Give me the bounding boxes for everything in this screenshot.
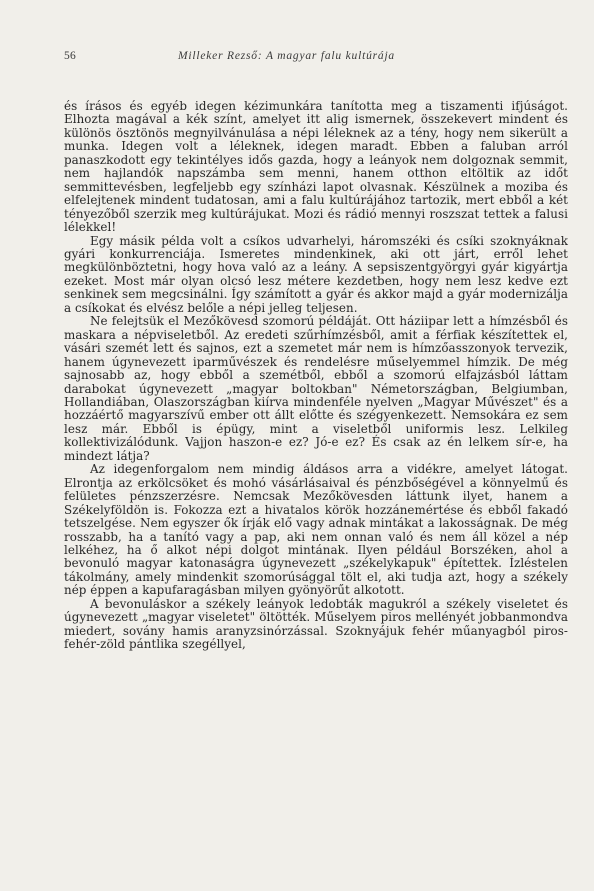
paragraph: és írásos és egyéb idegen kézimunkára tanította meg a tiszamenti ifjúságot. Elhozta magával a kék színt, amelyet itt alig ismernek, összekevert mindent és különös ösztönös megnyilvánulása a népi léleknek az a tény, hogy nem sikerült a munka. Idegen volt a léleknek, idegen maradt. Ebben a faluban arról panaszkodott egy tekintélyes idős gazda, hogy a leányok nem dolgoznak semmit, nem hajlandók napszámba sem menni, hanem otthon eltöltik az időt semmittevésben, legfeljebb egy színházi lapot olvasnak. Készülnek a moziba és elfelejtenek mindent tudatosan, ami a falu kultúrájához tartozik, mert ebből a két tényezőből szerzik meg kultúrájukat. Mozi és rádió mennyi roszszat tettek a falusi lélekkel! — [64, 99, 568, 235]
paragraph: A bevonuláskor a székely leányok ledobták magukról a székely viseletet és úgynevezett „magyar viseletet" öltötték. Műselyem piros mellényét jobbanmondva miedert, sovány hamis aranyzsinórzással. Szoknyájuk fehér műanyagból piros-fehér-zöld pántlika szegéllyel, — [64, 596, 568, 652]
page-header — [64, 50, 564, 62]
paragraph: Ne felejtsük el Mezőkövesd szomorú példáját. Ott háziipar lett a hímzésből és maskara a népviseletből. Az eredeti szűrhímzésből, amit a férfiak készítettek el, vásári szemét lett és sajnos, ezt a szemetet már nem is hímzőasszonyok tervezik, hanem úgynevezett iparművészek és rendelésre műselyemmel hímzik. De még sajnosabb az, hogy ebből a szemétből, ebből a szomorú elfajzásból láttam darabokat úgynevezett „magyar boltokban" Németországban, Belgiumban, Hollandiában, Olaszországban kiírva mindenféle nyelven „Magyar Művészet" és a hozzáértő magyarszívű ember ott állt előtte és szégyenkezett. Nemsokára ez sem lesz már. Ebből is épügy, mint a viseletből uniformis lesz. Lelkileg kollektivizálódunk. Vajjon haszon-e ez? Jó-e ez? És csak az én lelkem sír-e, ha mindezt látja? — [64, 314, 568, 463]
paragraph: Az idegenforgalom nem mindig áldásos arra a vidékre, amelyet látogat. Elrontja az erkölcsöket és mohó vásárlásaival és pénzbőségével a könnyelmű és felületes pénzszerzésre. Nemcsak Mezőkövesden láttunk ilyet, hanem a Székelyföldön is. Fokozza ezt a hivatalos körök hozzánemértése és ebből fakadó tetszelgése. Nem egyszer ők írják elő vagy adnak mintákat a lakosságnak. De még rosszabb, ha a tanító vagy a pap, aki nem onnan való és nem áll közel a nép lelkéhez, ha ő alkot népi dolgot mintának. Ilyen például Borszéken, ahol a bevonuló magyar katonaságra úgynevezett „székelykapuk" építettek. Ízléstelen tákolmány, amely mindenkit szomorúsággal tölt el, aki tudja azt, hogy a székely nép éppen a kapufaragásban milyen gyönyörűt alkotott. — [64, 462, 568, 598]
paragraph: Egy másik példa volt a csíkos udvarhelyi, háromszéki és csíki szoknyáknak gyári konkurrenciája. Ismeretes mindenkinek, aki ott járt, erről lehet megkülönböztetni, hogy hova való az a leány. A sepsiszentgyörgyi gyár kigyártja ezeket. Most már olyan olcsó lesz métere kezdetben, hogy nem lesz kedve ezt senkinek sem megcsinálni. Így számított a gyár és akkor majd a gyár modernizálja a csíkokat és elvész belőle a népi jelleg teljesen. — [64, 233, 568, 315]
running-title: Milleker Rezső: A magyar falu kultúrája — [178, 50, 395, 62]
body-text — [64, 100, 568, 652]
page-number: 56 — [64, 50, 77, 62]
